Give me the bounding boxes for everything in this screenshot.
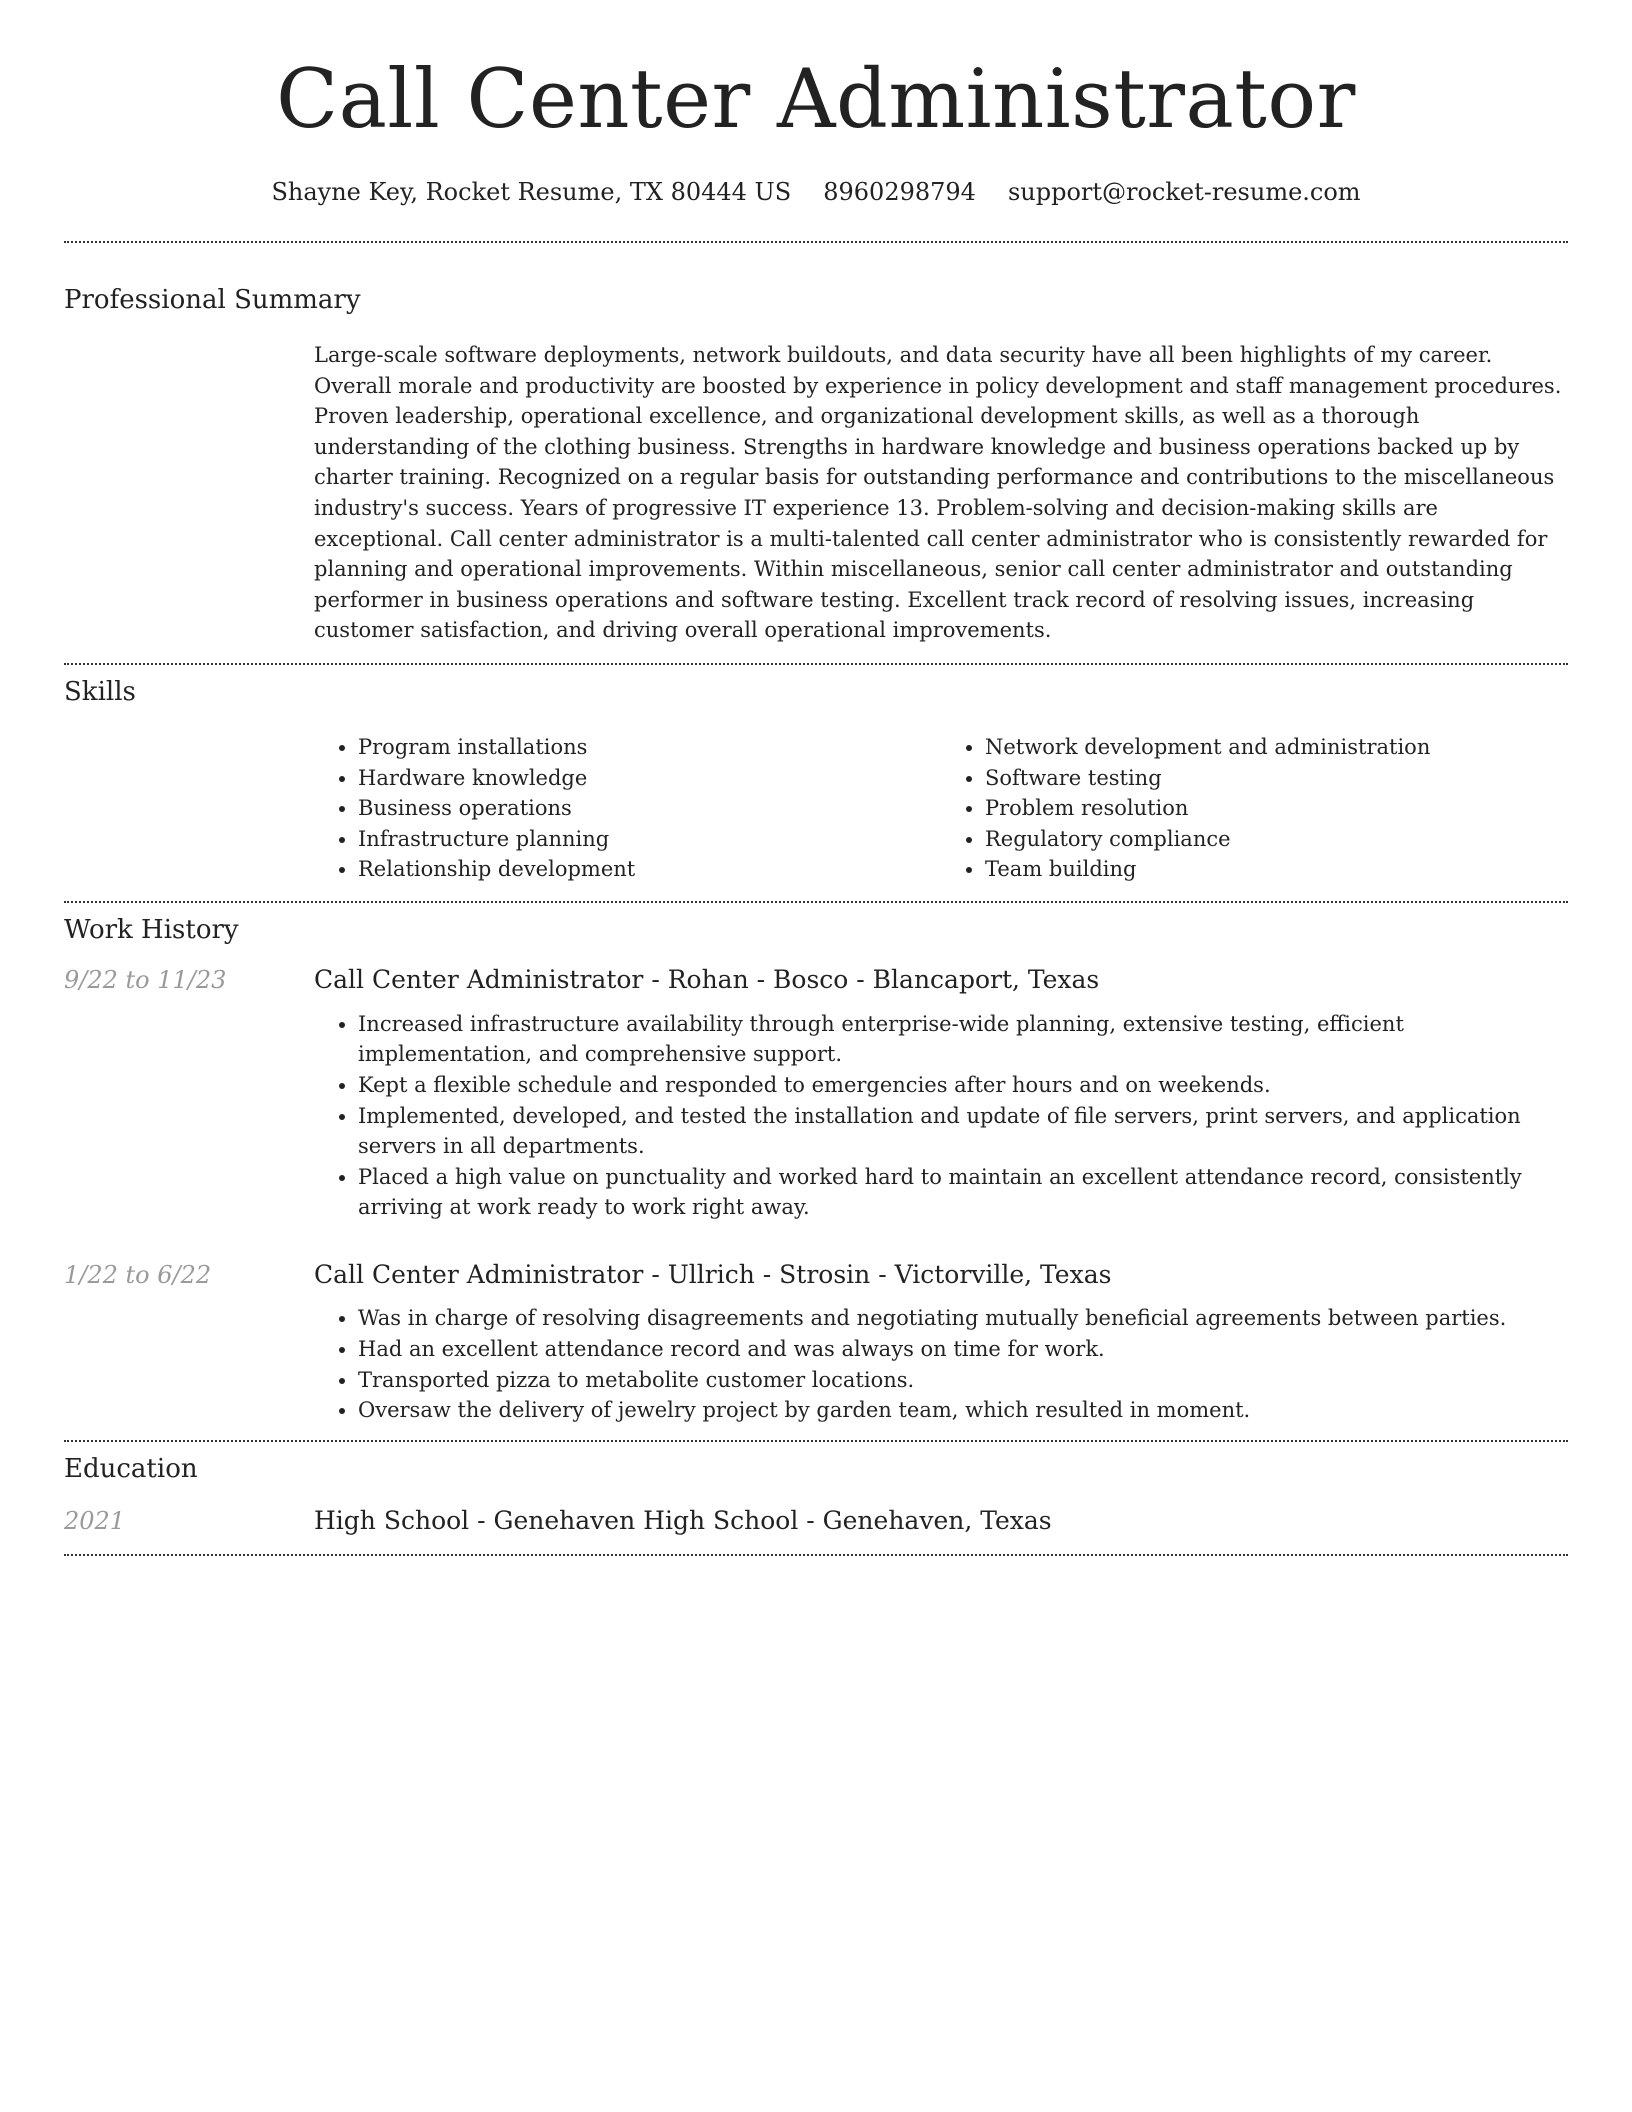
summary-section-title: Professional Summary xyxy=(64,284,361,315)
section-divider xyxy=(64,663,1568,665)
job-entry xyxy=(64,1259,1568,1426)
skills-column-left xyxy=(314,732,941,885)
job-details xyxy=(314,1259,1568,1426)
job-bullet: • Was in charge of resolving disagreements and negotiating mutually beneficial agreements between parties. xyxy=(358,1303,1568,1334)
skill-item: • Network development and administration xyxy=(985,732,1568,763)
job-entry xyxy=(64,964,1568,1223)
contact-phone: 8960298794 xyxy=(823,178,976,206)
skill-item: • Problem resolution xyxy=(985,793,1568,824)
education-entry xyxy=(64,1505,1568,1538)
skill-item: • Hardware knowledge xyxy=(358,763,941,794)
job-bullet: • Placed a high value on punctuality and worked hard to maintain an excellent attendance record, consistently arriving at work ready to work right away. xyxy=(358,1162,1568,1223)
job-bullet: • Transported pizza to metabolite customer locations. xyxy=(358,1365,1568,1396)
section-divider xyxy=(64,1440,1568,1442)
resume-name-heading: Call Center Administrator xyxy=(276,53,1356,147)
job-bullet: • Kept a flexible schedule and responded to emergencies after hours and on weekends. xyxy=(358,1070,1568,1101)
section-divider xyxy=(64,901,1568,903)
job-bullets xyxy=(314,1009,1568,1223)
job-bullets xyxy=(314,1303,1568,1425)
job-title: Call Center Administrator - Rohan - Bosco - Blancaport, Texas xyxy=(314,965,1100,995)
job-bullet: • Had an excellent attendance record and was always on time for work. xyxy=(358,1334,1568,1365)
education-detail: High School - Genehaven High School - Genehaven, Texas xyxy=(314,1505,1052,1535)
skill-item: • Relationship development xyxy=(358,854,941,885)
skills-column-right xyxy=(941,732,1568,885)
job-dates: 9/22 to 11/23 xyxy=(64,966,227,995)
education-section-title: Education xyxy=(64,1453,198,1484)
skills-list xyxy=(314,732,1568,885)
skill-item: • Team building xyxy=(985,854,1568,885)
job-title: Call Center Administrator - Ullrich - Strosin - Victorville, Texas xyxy=(314,1259,1112,1289)
skill-item: • Infrastructure planning xyxy=(358,824,941,855)
job-bullet: • Oversaw the delivery of jewelry project by garden team, which resulted in moment. xyxy=(358,1395,1568,1426)
skill-item: • Regulatory compliance xyxy=(985,824,1568,855)
section-divider xyxy=(64,241,1568,243)
skill-item: • Business operations xyxy=(358,793,941,824)
job-details xyxy=(314,964,1568,1223)
contact-info xyxy=(64,178,1568,207)
job-dates: 1/22 to 6/22 xyxy=(64,1260,212,1289)
work-history-section-title: Work History xyxy=(64,915,239,946)
skills-section-title: Skills xyxy=(64,676,136,707)
education-year: 2021 xyxy=(64,1506,126,1535)
job-bullet: • Increased infrastructure availability through enterprise-wide planning, extensive testing, efficient implementation, and comprehensive support. xyxy=(358,1009,1568,1070)
skill-item: • Program installations xyxy=(358,732,941,763)
skill-item: • Software testing xyxy=(985,763,1568,794)
summary-text: Large-scale software deployments, network buildouts, and data security have all been highlights of my career. Overall morale and productivity are boosted by experience in policy development and staff management procedures. Proven leadership, operational excellence, and organizational development skills, as well as a thorough understanding of the clothing business. Strengths in hardware knowledge and business operations backed up by charter training. Recognized on a regular basis for outstanding performance and contributions to the miscellaneous industry's success. Years of progressive IT experience 13. Problem-solving and decision-making skills are exceptional. Call center administrator is a multi-talented call center administrator who is consistently rewarded for planning and operational improvements. Within miscellaneous, senior call center administrator and outstanding performer in business operations and software testing. Excellent track record of resolving issues, increasing customer satisfaction, and driving overall operational improvements. xyxy=(314,342,1562,643)
job-bullet: • Implemented, developed, and tested the installation and update of file servers, print servers, and application servers in all departments. xyxy=(358,1101,1568,1162)
contact-email: support@rocket-resume.com xyxy=(1007,178,1361,206)
section-divider xyxy=(64,1554,1568,1556)
contact-address: Shayne Key, Rocket Resume, TX 80444 US xyxy=(271,178,792,206)
